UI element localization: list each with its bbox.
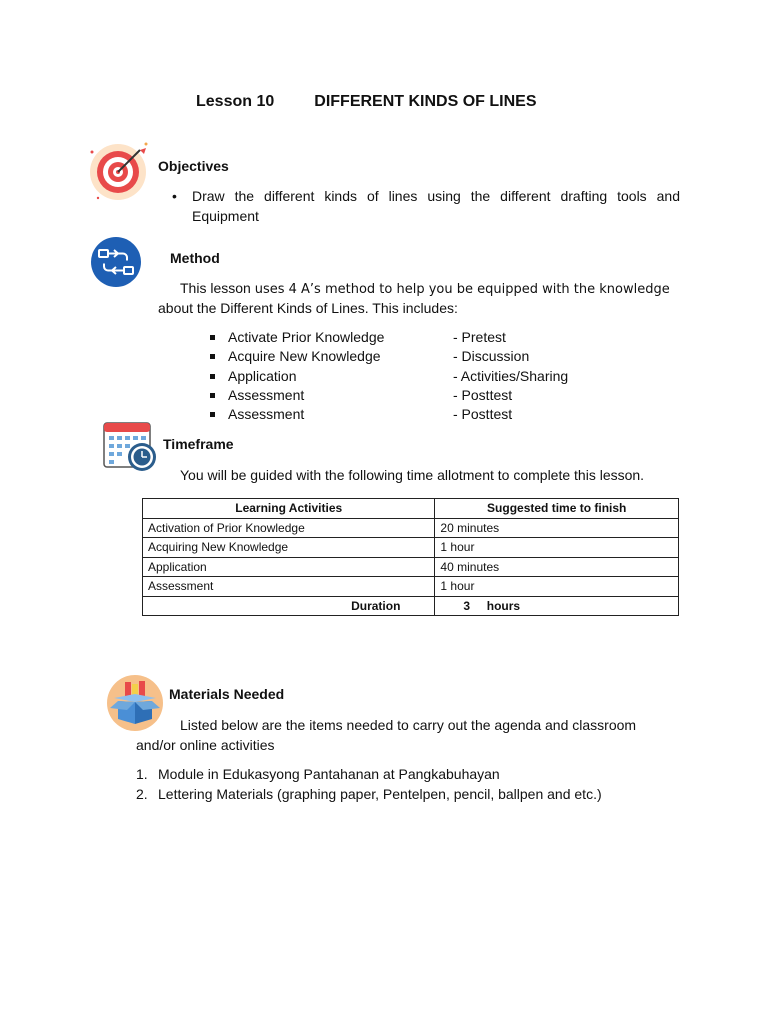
method-steps bbox=[210, 328, 630, 424]
item-number: 2. bbox=[136, 786, 148, 802]
lesson-title bbox=[196, 93, 537, 111]
total-label: Duration bbox=[143, 596, 435, 616]
step-label: Assessment bbox=[228, 406, 305, 423]
table-cell: 20 minutes bbox=[435, 518, 679, 538]
objectives-list bbox=[170, 186, 680, 226]
objective-item: • Draw the different kinds of lines using the different drafting tools and Equipment bbox=[170, 186, 680, 226]
step-label: Acquire New Knowledge bbox=[228, 348, 381, 365]
method-intro-a: This lesson bbox=[180, 280, 255, 296]
material-item bbox=[136, 784, 602, 804]
method-step-item bbox=[210, 367, 630, 386]
target-icon bbox=[88, 140, 152, 204]
table-cell: 1 hour bbox=[435, 538, 679, 558]
timeframe-intro: You will be guided with the following time allotment to complete this lesson. bbox=[180, 467, 645, 483]
box-books-icon bbox=[106, 674, 164, 732]
timeframe-heading: Timeframe bbox=[163, 436, 234, 452]
step-activity: - Posttest bbox=[453, 406, 513, 423]
method-heading: Method bbox=[170, 250, 220, 266]
total-value: 3 hours bbox=[435, 596, 679, 616]
method-intro-line1 bbox=[180, 278, 670, 300]
method-step-item bbox=[210, 347, 630, 366]
table-row bbox=[143, 557, 679, 577]
calendar-clock-icon bbox=[102, 419, 160, 473]
materials-heading: Materials Needed bbox=[169, 686, 285, 702]
step-activity: - Discussion bbox=[453, 348, 530, 365]
step-activity: - Activities/Sharing bbox=[453, 367, 569, 384]
materials-intro-line2: and/or online activities bbox=[136, 737, 275, 753]
table-total-row bbox=[143, 596, 679, 616]
method-step-item bbox=[210, 386, 630, 405]
lesson-number: Lesson 10 bbox=[196, 93, 275, 110]
method-intro-b: uses 4 A’s method to help you be equipped with the knowledge bbox=[254, 282, 670, 297]
column-header: Suggested time to finish bbox=[435, 499, 679, 519]
materials-list bbox=[136, 764, 602, 804]
flow-diagram-icon bbox=[90, 236, 142, 288]
table-cell: Acquiring New Knowledge bbox=[143, 538, 435, 558]
lesson-heading: DIFFERENT KINDS OF LINES bbox=[314, 93, 537, 110]
table-cell: Activation of Prior Knowledge bbox=[143, 518, 435, 538]
method-step-item bbox=[210, 405, 630, 424]
materials-intro-line1: Listed below are the items needed to carry out the agenda and classroom bbox=[180, 717, 637, 733]
method-step-item bbox=[210, 328, 630, 347]
item-text: Module in Edukasyong Pantahanan at Pangkabuhayan bbox=[158, 766, 500, 782]
objectives-heading: Objectives bbox=[158, 158, 229, 174]
step-label: Activate Prior Knowledge bbox=[228, 329, 385, 345]
method-intro-line2: about the Different Kinds of Lines. This includes: bbox=[158, 300, 458, 316]
material-item bbox=[136, 764, 602, 784]
column-header: Learning Activities bbox=[143, 499, 435, 519]
table-row bbox=[143, 518, 679, 538]
step-label: Assessment bbox=[228, 386, 305, 403]
step-activity: - Posttest bbox=[453, 386, 513, 403]
table-cell: Application bbox=[143, 557, 435, 577]
item-text: Lettering Materials (graphing paper, Pentelpen, pencil, ballpen and etc.) bbox=[158, 786, 602, 802]
table-row bbox=[143, 538, 679, 558]
time-allotment-table bbox=[142, 498, 679, 616]
item-number: 1. bbox=[136, 766, 148, 782]
table-header-row bbox=[143, 499, 679, 519]
step-label: Application bbox=[228, 367, 297, 384]
table-cell: 1 hour bbox=[435, 577, 679, 597]
table-row bbox=[143, 577, 679, 597]
table-cell: Assessment bbox=[143, 577, 435, 597]
table-cell: 40 minutes bbox=[435, 557, 679, 577]
step-activity: - Pretest bbox=[453, 329, 506, 345]
